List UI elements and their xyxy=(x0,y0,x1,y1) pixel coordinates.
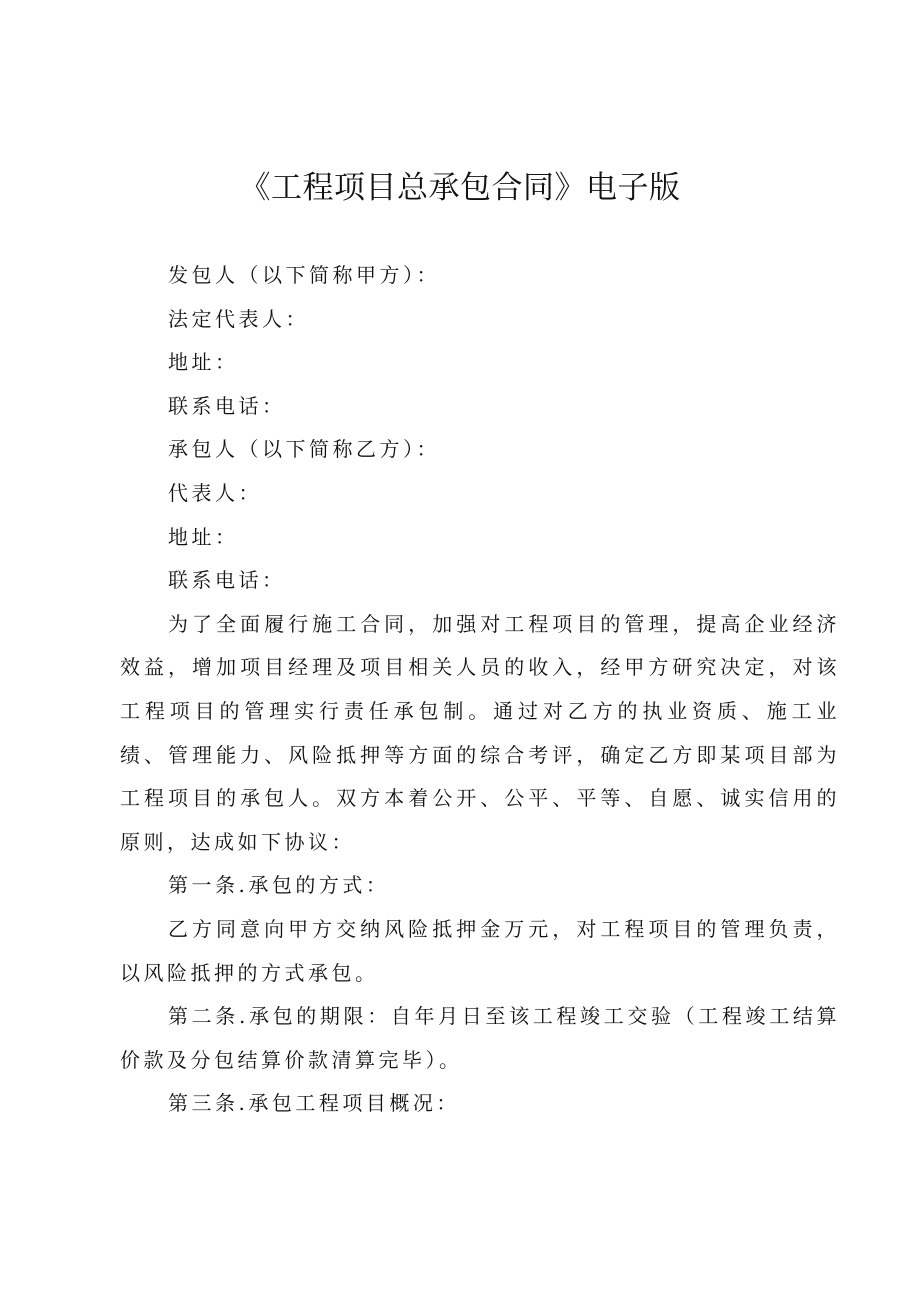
party-a-phone-label: 联系电话： xyxy=(168,393,286,418)
party-b-phone-label: 联系电话： xyxy=(168,568,286,593)
article-1-body: 乙方同意向甲方交纳风险抵押金万元，对工程项目的管理负责，以风险抵押的方式承包。 xyxy=(120,916,840,985)
party-b-address-label: 地址： xyxy=(168,524,239,549)
document-body xyxy=(120,254,840,1126)
party-a-label: 发包人（以下简称甲方）： xyxy=(168,263,440,287)
party-b-representative-label: 代表人： xyxy=(168,480,262,505)
article-2-paragraph: 第二条.承包的期限：自年月日至该工程竣工交验（工程竣工结算价款及分包结算价款清算完毕）。 xyxy=(120,1004,840,1072)
legal-representative-label: 法定代表人： xyxy=(168,306,309,331)
preamble-paragraph: 为了全面履行施工合同，加强对工程项目的管理，提高企业经济效益，增加项目经理及项目相关人员的收入，经甲方研究决定，对该工程项目的管理实行责任承包制。通过对乙方的执业资质、施工业绩、管理能力、风险抵押等方面的综合考评，确定乙方即某项目部为工程项目的承包人。双方本着公开、公平、平等、自愿、诚实信用的原则，达成如下协议： xyxy=(120,611,840,854)
document-title: 《工程项目总承包合同》电子版 xyxy=(239,170,681,206)
party-b-label: 承包人（以下简称乙方）： xyxy=(168,437,440,462)
party-a-address-label: 地址： xyxy=(168,350,239,375)
article-3-heading: 第三条.承包工程项目概况： xyxy=(168,1091,460,1116)
article-1-heading: 第一条.承包的方式： xyxy=(168,873,390,898)
